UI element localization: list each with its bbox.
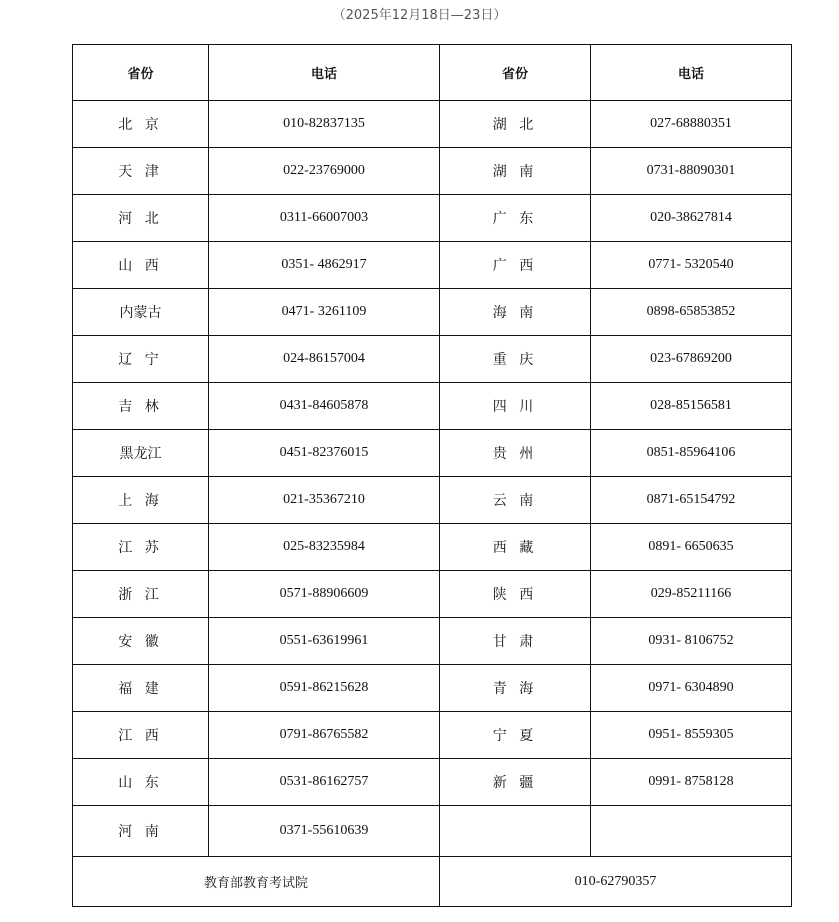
phone-cell: 0951- 8559305 <box>591 712 792 759</box>
phone-cell: 0791-86765582 <box>209 712 440 759</box>
hotline-table <box>72 44 792 907</box>
province-cell: 福 建 <box>73 665 209 712</box>
province-cell: 贵 州 <box>440 430 591 477</box>
phone-cell: 0571-88906609 <box>209 571 440 618</box>
province-cell: 广 西 <box>440 242 591 289</box>
province-cell: 云 南 <box>440 477 591 524</box>
phone-cell: 027-68880351 <box>591 101 792 148</box>
province-cell: 北 京 <box>73 101 209 148</box>
phone-cell: 021-35367210 <box>209 477 440 524</box>
province-cell: 广 东 <box>440 195 591 242</box>
phone-cell: 0471- 3261109 <box>209 289 440 336</box>
province-cell: 山 东 <box>73 759 209 806</box>
province-cell: 甘 肃 <box>440 618 591 665</box>
table-row <box>73 571 792 618</box>
phone-cell: 0431-84605878 <box>209 383 440 430</box>
phone-cell: 0731-88090301 <box>591 148 792 195</box>
table-header-row <box>73 45 792 101</box>
province-cell: 吉 林 <box>73 383 209 430</box>
header-phone-left: 电话 <box>209 45 440 101</box>
phone-cell: 0451-82376015 <box>209 430 440 477</box>
province-cell: 安 徽 <box>73 618 209 665</box>
phone-cell: 0311-66007003 <box>209 195 440 242</box>
header-phone-right: 电话 <box>591 45 792 101</box>
phone-cell: 0891- 6650635 <box>591 524 792 571</box>
province-cell: 山 西 <box>73 242 209 289</box>
national-contact-row <box>73 857 792 907</box>
date-range-subtitle: （2025年12月18日—23日） <box>332 8 507 23</box>
table-row <box>73 665 792 712</box>
phone-cell: 0851-85964106 <box>591 430 792 477</box>
empty-phone-cell <box>591 806 792 857</box>
province-cell: 内蒙古 <box>73 289 209 336</box>
header-province-right: 省份 <box>440 45 591 101</box>
province-cell: 江 苏 <box>73 524 209 571</box>
national-org-phone: 010-62790357 <box>440 857 792 907</box>
phone-cell: 0771- 5320540 <box>591 242 792 289</box>
table-row <box>73 242 792 289</box>
table-row <box>73 148 792 195</box>
province-cell: 河 北 <box>73 195 209 242</box>
table-row <box>73 712 792 759</box>
province-cell: 湖 北 <box>440 101 591 148</box>
phone-cell: 0551-63619961 <box>209 618 440 665</box>
phone-cell: 0971- 6304890 <box>591 665 792 712</box>
phone-cell: 0351- 4862917 <box>209 242 440 289</box>
province-cell: 四 川 <box>440 383 591 430</box>
province-cell: 重 庆 <box>440 336 591 383</box>
header-province-left: 省份 <box>73 45 209 101</box>
phone-cell: 024-86157004 <box>209 336 440 383</box>
phone-cell: 0931- 8106752 <box>591 618 792 665</box>
phone-cell: 0871-65154792 <box>591 477 792 524</box>
province-cell: 青 海 <box>440 665 591 712</box>
national-org-name: 教育部教育考试院 <box>73 857 440 907</box>
phone-cell: 0531-86162757 <box>209 759 440 806</box>
province-cell: 上 海 <box>73 477 209 524</box>
phone-cell: 0898-65853852 <box>591 289 792 336</box>
table-row <box>73 430 792 477</box>
province-cell: 陕 西 <box>440 571 591 618</box>
table-row <box>73 806 792 857</box>
province-cell: 黑龙江 <box>73 430 209 477</box>
table-row <box>73 289 792 336</box>
table-row <box>73 618 792 665</box>
province-cell: 宁 夏 <box>440 712 591 759</box>
empty-province-cell <box>440 806 591 857</box>
table-row <box>73 477 792 524</box>
phone-cell: 025-83235984 <box>209 524 440 571</box>
table-row <box>73 524 792 571</box>
province-cell: 天 津 <box>73 148 209 195</box>
table-row <box>73 195 792 242</box>
phone-cell: 023-67869200 <box>591 336 792 383</box>
province-cell: 新 疆 <box>440 759 591 806</box>
phone-cell: 028-85156581 <box>591 383 792 430</box>
table-row <box>73 101 792 148</box>
province-cell: 海 南 <box>440 289 591 336</box>
phone-cell: 0591-86215628 <box>209 665 440 712</box>
phone-cell: 020-38627814 <box>591 195 792 242</box>
table-row <box>73 383 792 430</box>
province-cell: 河 南 <box>73 806 209 857</box>
province-cell: 西 藏 <box>440 524 591 571</box>
phone-cell: 022-23769000 <box>209 148 440 195</box>
table-row <box>73 759 792 806</box>
province-cell: 浙 江 <box>73 571 209 618</box>
phone-cell: 010-82837135 <box>209 101 440 148</box>
phone-cell: 029-85211166 <box>591 571 792 618</box>
phone-cell: 0991- 8758128 <box>591 759 792 806</box>
province-cell: 湖 南 <box>440 148 591 195</box>
province-cell: 辽 宁 <box>73 336 209 383</box>
province-cell: 江 西 <box>73 712 209 759</box>
phone-cell: 0371-55610639 <box>209 806 440 857</box>
table-row <box>73 336 792 383</box>
